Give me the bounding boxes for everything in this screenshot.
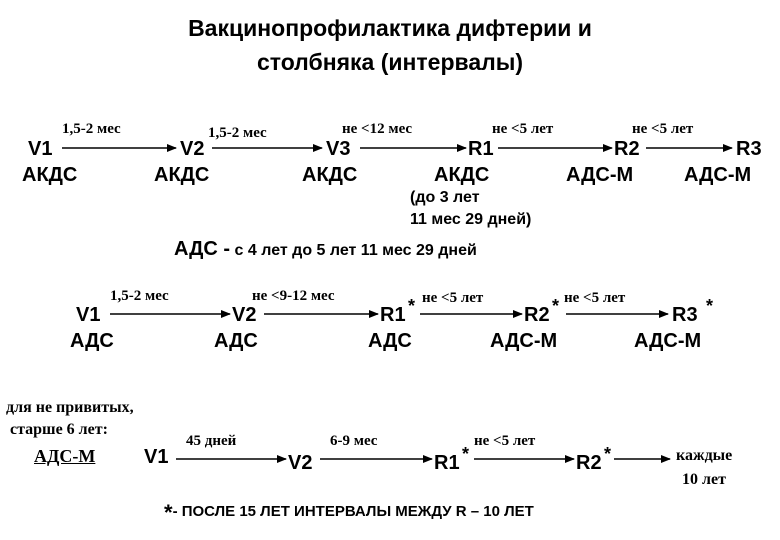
s2-vaccine-r2: АДС-М (490, 330, 558, 352)
s1-interval-3: не <12 мес (342, 121, 413, 137)
footnote-text: - ПОСЛЕ 15 ЛЕТ ИНТЕРВАЛЫ МЕЖДУ R – 10 ЛЕТ (172, 503, 534, 520)
s1-node-v3: V3 (326, 138, 351, 160)
s1-vaccine-v3: АКДС (302, 164, 358, 186)
s3-final-line2: 10 лет (682, 471, 726, 488)
s1-interval-1: 1,5-2 мес (62, 121, 121, 137)
ads-note-text: с 4 лет до 5 лет 11 мес 29 дней (234, 242, 477, 259)
s3-final-line1: каждые (676, 447, 733, 464)
ads-note (174, 238, 477, 261)
s1-vaccine-r1: АКДС (434, 164, 490, 186)
s2-node-r2: R2 (524, 304, 550, 326)
ads-note-label: АДС - (174, 238, 231, 260)
s3-label-line1: для не привитых, (6, 399, 134, 416)
s2-vaccine-r1: АДС (368, 330, 412, 352)
s3-label-line2: старше 6 лет: (10, 421, 108, 438)
title-line-2: столбняка (интервалы) (256, 49, 524, 75)
s1-vaccine-r2: АДС-М (566, 164, 634, 186)
s1-r1-note-line1: (до 3 лет (410, 189, 480, 206)
s2-r2-star: * (552, 296, 560, 316)
s3-interval-2: 6-9 мес (330, 433, 378, 449)
s3-r2-star: * (604, 444, 612, 464)
s1-node-r2: R2 (614, 138, 640, 160)
title-line-1: Вакцинопрофилактика дифтерии и (188, 15, 592, 41)
s2-vaccine-v1: АДС (70, 330, 114, 352)
s2-r3-star: * (706, 296, 714, 316)
s3-interval-1: 45 дней (186, 433, 237, 449)
s1-vaccine-v1: АКДС (22, 164, 78, 186)
s2-node-r3: R3 (672, 304, 698, 326)
s3-interval-3: не <5 лет (474, 433, 536, 449)
s1-vaccine-v2: АКДС (154, 164, 210, 186)
s3-node-v2: V2 (288, 452, 313, 474)
s1-r1-note-line2: 11 мес 29 дней) (410, 211, 532, 228)
s3-r1-star: * (462, 444, 470, 464)
s2-node-v2: V2 (232, 304, 257, 326)
s2-interval-2: не <9-12 мес (252, 288, 335, 304)
s3-node-r1: R1 (434, 452, 460, 474)
s2-vaccine-v2: АДС (214, 330, 258, 352)
footnote-star: * (164, 500, 173, 525)
footnote (164, 500, 534, 526)
s1-interval-2: 1,5-2 мес (208, 125, 267, 141)
s1-node-v2: V2 (180, 138, 205, 160)
s1-interval-5: не <5 лет (632, 121, 694, 137)
s1-node-r3: R3 (736, 138, 762, 160)
s2-vaccine-r3: АДС-М (634, 330, 702, 352)
s2-r1-star: * (408, 296, 416, 316)
s2-interval-4: не <5 лет (564, 290, 626, 306)
s1-vaccine-r3: АДС-М (684, 164, 752, 186)
s3-vaccine: АДС-М (34, 446, 96, 466)
s2-interval-1: 1,5-2 мес (110, 288, 169, 304)
s1-interval-4: не <5 лет (492, 121, 554, 137)
s3-node-v1: V1 (144, 446, 169, 468)
s1-node-r1: R1 (468, 138, 494, 160)
s2-node-r1: R1 (380, 304, 406, 326)
s3-node-r2: R2 (576, 452, 602, 474)
s1-node-v1: V1 (28, 138, 53, 160)
s2-interval-3: не <5 лет (422, 290, 484, 306)
s2-node-v1: V1 (76, 304, 101, 326)
